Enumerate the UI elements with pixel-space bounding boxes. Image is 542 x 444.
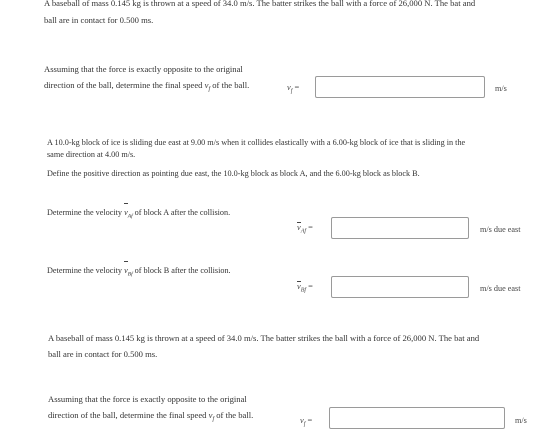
problem2-definition: Define the positive direction as pointing due east, the 10.0-kg block as block A, and the 6.00-kg block as block B. [47,169,420,178]
velocity-block-b-input[interactable] [331,276,469,298]
problem1-answer-sub: f [290,88,293,95]
problem1-question-line1: Assuming that the force is exactly opposite to the original [44,64,243,74]
problem1-intro-line2: ball are in contact for 0.500 ms. [44,15,154,25]
problem2-partB-answer-label [297,282,313,294]
problem3-final-speed-input[interactable] [329,407,505,429]
problem2-partB-answer-sub: Bf [300,287,307,294]
problem2-partA-unit: m/s due east [480,225,521,234]
problem3-question-line1: Assuming that the force is exactly opposite to the original [48,394,247,404]
problem3-question-line2 [48,406,253,429]
problem2-partA-answer-sub: Af [300,228,307,235]
problem2-partB-question [47,262,231,284]
problem2-partA-answer-label [297,223,313,235]
problem3-question-post: of the ball. [214,410,254,420]
problem1-answer-var: v [287,83,291,92]
problem2-partA-question-sub: Af [127,213,133,220]
problem3-intro-line2: ball are in contact for 0.500 ms. [48,349,158,359]
problem2-partA-question-var: v [124,204,128,222]
problem1-unit: m/s [495,84,507,93]
problem2-partB-question-post: of block B after the collision. [132,266,231,275]
problem2-intro-line1: A 10.0-kg block of ice is sliding due east at 9.00 m/s when it collides elastically with a 6.00-kg block of ice that is sliding in the [47,138,466,147]
problem3-intro-line1: A baseball of mass 0.145 kg is thrown at a speed of 34.0 m/s. The batter strikes the ball with a force of 26,000 N. The bat and [48,333,480,343]
problem1-question-post: of the ball. [210,80,250,90]
problem1-intro-line1: A baseball of mass 0.145 kg is thrown at a speed of 34.0 m/s. The batter strikes the ball with a force of 26,000 N. The bat and [44,0,476,8]
problem2-partB-question-sub: Bf [127,271,133,278]
problem1-question-pre: direction of the ball, determine the final speed [44,80,205,90]
problem1-question-var: v [204,80,209,90]
problem3-answer-eq: = [305,416,313,425]
problem3-answer-sub: f [303,421,306,428]
problem3-question-sub: f [212,416,215,423]
problem2-partA-question-post: of block A after the collision. [132,208,231,217]
problem1-question-line2 [44,76,249,99]
problem3-unit: m/s [515,416,527,425]
problem1-answer-eq: = [292,83,300,92]
problem1-answer-label [287,83,299,95]
problem2-partA-question-pre: Determine the velocity [47,208,125,217]
problem2-partB-answer-var: v [297,282,301,291]
velocity-block-a-input[interactable] [331,217,469,239]
problem1-question-sub: f [208,86,211,93]
problem2-partB-question-var: v [124,262,128,280]
problem2-partB-question-pre: Determine the velocity [47,266,125,275]
problem2-partA-answer-var: v [297,223,301,232]
problem3-question-pre: direction of the ball, determine the final speed [48,410,209,420]
problem3-answer-label [300,416,312,428]
problem2-partB-unit: m/s due east [480,284,521,293]
problem2-partB-answer-eq: = [306,282,313,291]
problem3-question-var: v [208,410,213,420]
problem2-intro-line2: same direction at 4.00 m/s. [47,150,136,159]
problem2-partA-question [47,204,230,226]
problem2-partA-answer-eq: = [306,223,313,232]
problem1-final-speed-input[interactable] [315,76,485,98]
problem3-answer-var: v [300,416,304,425]
